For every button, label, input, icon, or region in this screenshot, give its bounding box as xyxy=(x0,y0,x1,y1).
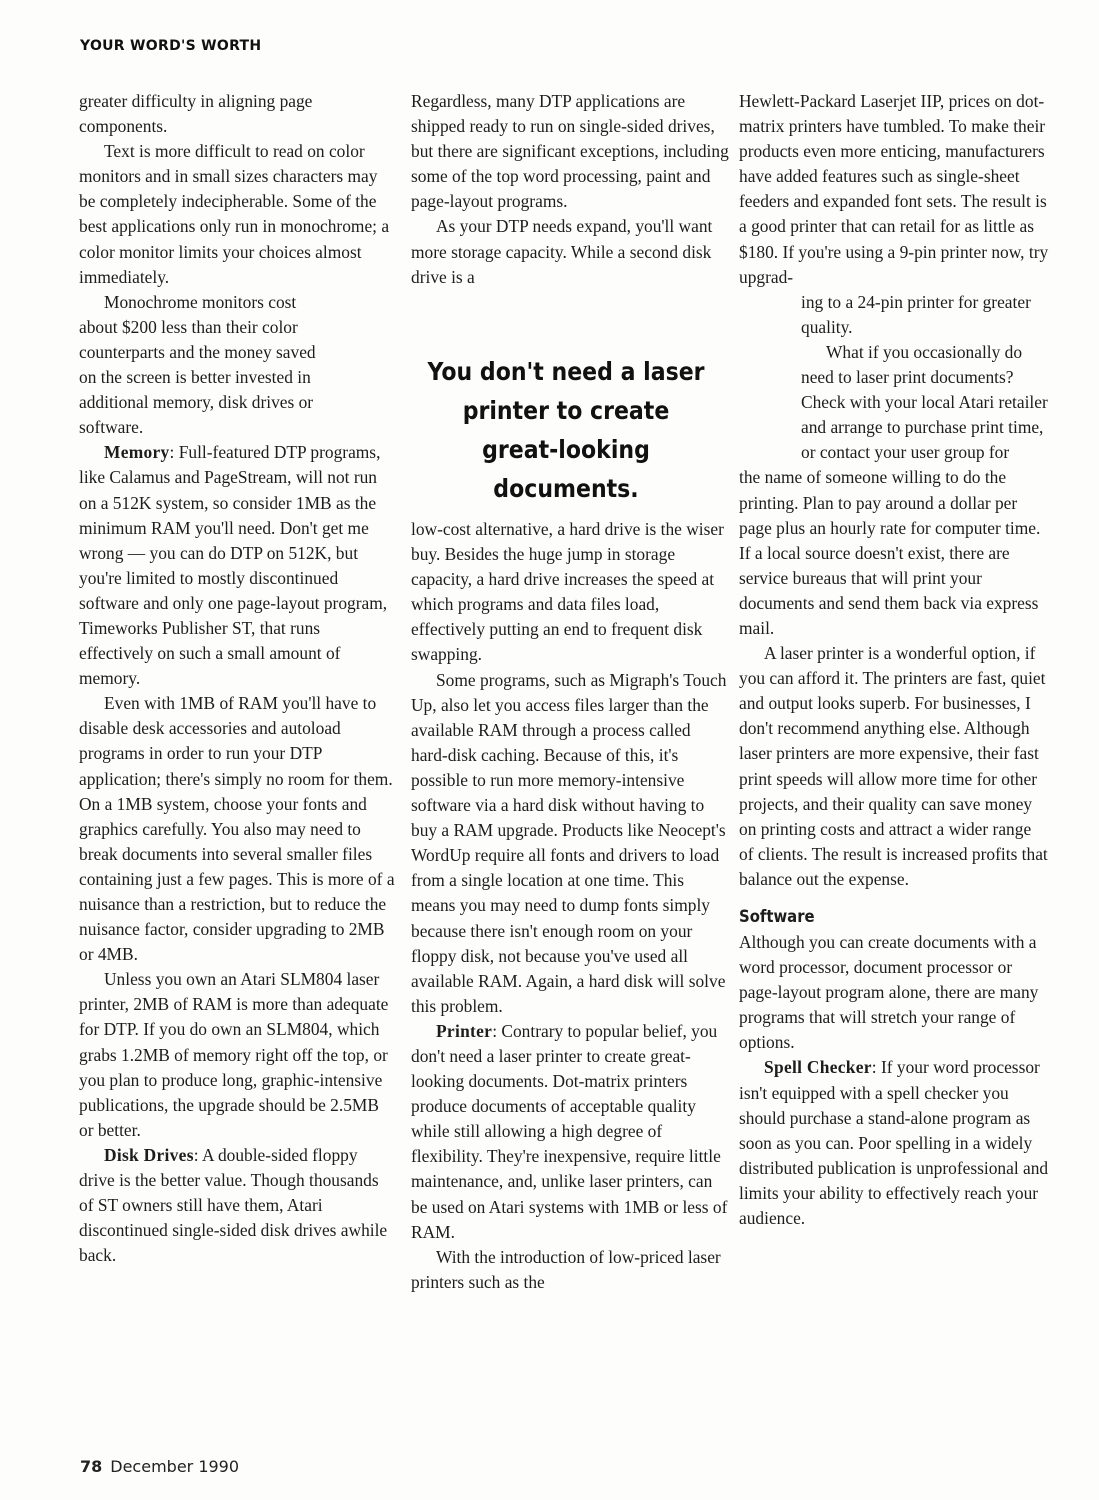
paragraph: A laser printer is a wonderful option, if you can afford it. The printers are fast, quiet and output looks superb. For businesses, I don't recommend anything else. Although laser printers are more expensive, their fast print speeds will allow more time for other projects, and their quality can save money on printing costs and attract a wider range of clients. The result is increased profits that balance out the expense. xyxy=(739,643,1048,889)
paragraph-wrap: ing to a 24-pin printer for greater quality. xyxy=(801,291,1031,337)
paragraph: Some programs, such as Migraph's Touch Up, also let you access files larger than the available RAM through a process called hard-disk caching. Because of this, it's possible to run more memory-intensive software via a hard disk without having to buy a RAM upgrade. Products like Neocept's WordUp require all fonts and drivers to load from a single location at one time. This means you may need to dump fonts simply because there isn't enough room on your floppy disk, not because you've used all available RAM. Again, a hard disk will solve this problem. xyxy=(411,669,727,1016)
paragraph: Unless you own an Atari SLM804 laser printer, 2MB of RAM is more than adequate for DTP. If you do own an SLM804, which grabs 1.2MB of memory right off the top, or you plan to produce long, graphic-intensive publications, the upgrade should be 2.5MB or better. xyxy=(79,969,389,1140)
paragraph-disk-drives xyxy=(79,1143,397,1268)
run-in-heading: Disk Drives xyxy=(104,1144,194,1165)
paragraph: Although you can create documents with a word processor, document processor or page-layout program alone, there are many programs that will stretch your range of options. xyxy=(739,932,1039,1053)
column-2-top xyxy=(411,89,729,290)
paragraph: the name of someone willing to do the printing. Plan to pay around a dollar per page plus an hourly rate for computer time. If a local source doesn't exist, there are service bureaus that will print your documents and send them back via express mail. xyxy=(739,467,1041,638)
paragraph-wrap: What if you occasionally do need to laser print documents? Check with your local Atari retailer and arrange to purchase print time, or contact your user group for xyxy=(801,341,1048,463)
paragraph: As your DTP needs expand, you'll want more storage capacity. While a second disk drive is a xyxy=(411,216,713,287)
page-footer xyxy=(80,1457,239,1476)
column-2-bottom xyxy=(411,517,729,1295)
paragraph-text: : Contrary to popular belief, you don't need a laser printer to create great-looking documents. Dot-matrix printers produce documents of acceptable quality while still allowing a high degree of flexibility. They're inexpensive, require little maintenance, and, unlike laser printers, can be used on Atari systems with 1MB or less of RAM. xyxy=(411,1020,728,1242)
paragraph-text: : Full-featured DTP programs, like Calamus and PageStream, will not run on a 512K system, so consider 1MB as the minimum RAM you'll need. Don't get me wrong — you can do DTP on 512K, but you're limited to mostly discontinued software and only one page-layout program, Timeworks Publisher ST, that runs effectively on such a small amount of memory. xyxy=(79,442,388,689)
run-in-heading: Spell Checker xyxy=(764,1057,872,1078)
paragraph-text: : A double-sided floppy drive is the better value. Though thousands of ST owners still have them, Atari discontinued single-sided disk drives awhile back. xyxy=(79,1144,388,1266)
column-1 xyxy=(79,89,397,1268)
paragraph: Hewlett-Packard Laserjet IIP, prices on dot-matrix printers have tumbled. To make their products even more enticing, manufacturers have added features such as single-sheet feeders and expanded font sets. The result is a good printer that can retail for as little as $180. If you're using a 9-pin printer now, try upgrad- xyxy=(739,91,1049,287)
section-heading: Software xyxy=(739,907,815,926)
column-3 xyxy=(739,89,1049,1231)
paragraph: Even with 1MB of RAM you'll have to disable desk accessories and autoload programs in order to run your DTP application; there's simply no room for them. On a 1MB system, choose your fonts and graphics carefully. You also may need to break documents into several smaller files containing just a few pages. This is more of a nuisance than a restriction, but to reduce the nuisance factor, consider upgrading to 2MB or 4MB. xyxy=(79,693,395,965)
run-in-heading: Printer xyxy=(436,1020,493,1041)
paragraph: greater difficulty in aligning page components. xyxy=(79,91,313,137)
page-number: 78 xyxy=(80,1457,103,1476)
paragraph: Regardless, many DTP applications are shipped ready to run on single-sided drives, but there are significant exceptions, including some of the top word processing, paint and page-layout programs. xyxy=(411,91,729,212)
paragraph-text: : If your word processor isn't equipped with a spell checker you should purchase a stand-alone program as soon as you can. Poor spelling in a widely distributed publication is unprofessional and limits your ability to effectively reach your audience. xyxy=(739,1057,1049,1229)
issue-date: December 1990 xyxy=(110,1457,240,1476)
paragraph: Monochrome monitors cost about $200 less than their color counterparts and the money saved on the screen is better invested in additional memory, disk drives or software. xyxy=(79,291,316,438)
paragraph-memory xyxy=(79,440,397,691)
paragraph: low-cost alternative, a hard drive is the wiser buy. Besides the huge jump in storage capacity, a hard drive increases the speed at which programs and data files load, effectively putting an end to frequent disk swapping. xyxy=(411,519,724,665)
pull-quote: You don't need a laser printer to create great-looking documents. xyxy=(427,357,705,503)
paragraph-printer xyxy=(411,1019,729,1245)
run-in-heading: Memory xyxy=(104,442,170,463)
running-title: YOUR WORD'S WORTH xyxy=(80,38,262,54)
paragraph: With the introduction of low-priced laser printers such as the xyxy=(411,1246,721,1292)
paragraph-spell-checker xyxy=(739,1055,1049,1231)
paragraph: Text is more difficult to read on color monitors and in small sizes characters may be completely indecipherable. Some of the best applications only run in monochrome; a color monitor limits your choices almost immediately. xyxy=(79,141,390,287)
